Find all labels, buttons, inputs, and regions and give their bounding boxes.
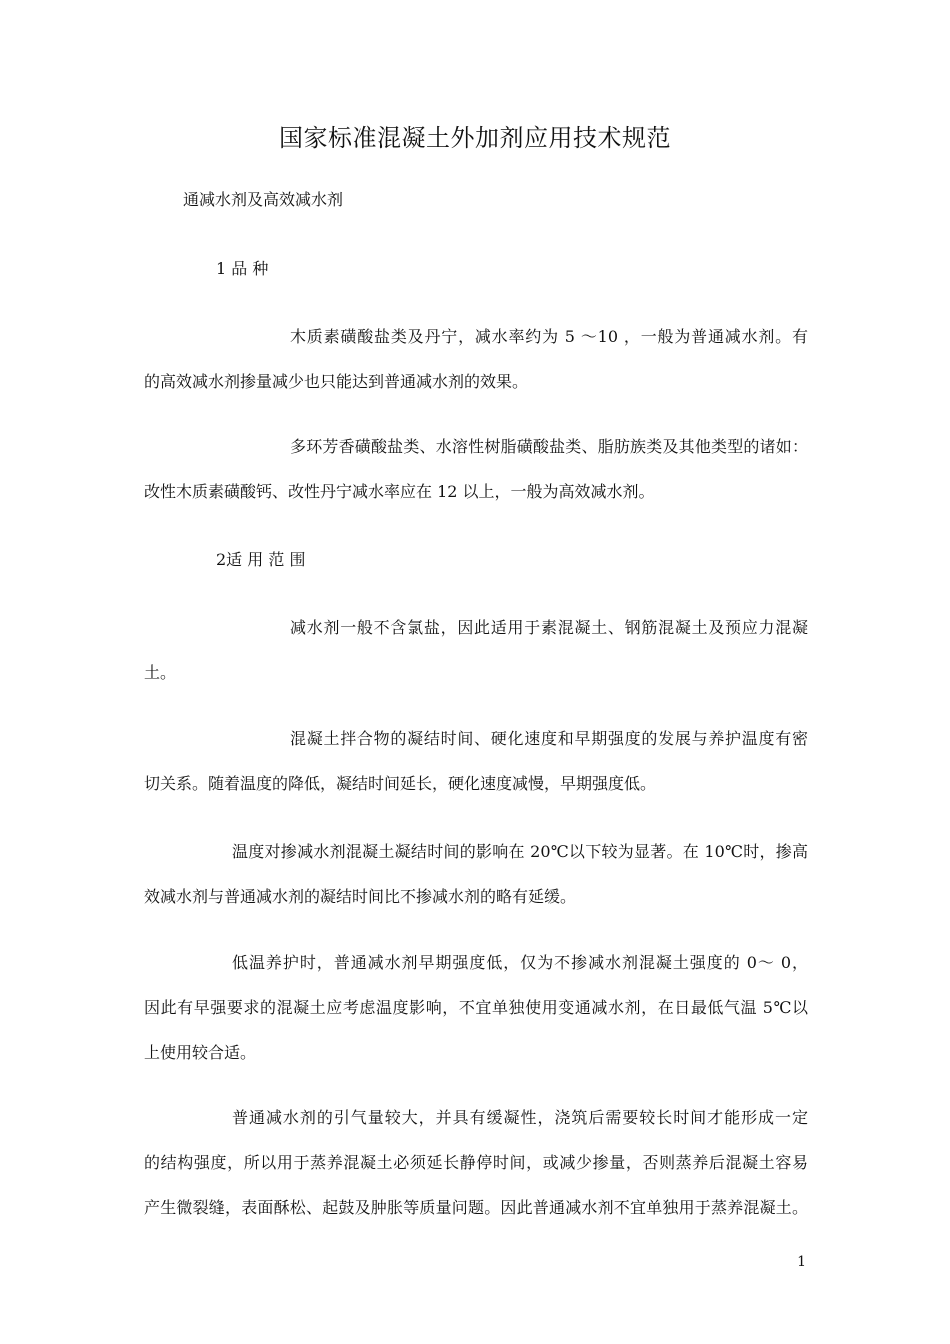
section1-p1-line1: 木质素磺酸盐类及丹宁，减水率约为 5 ～10 ，一般为普通减水剂。有 — [290, 327, 808, 346]
section-heading: 通减水剂及高效减水剂 — [183, 190, 344, 209]
section1-p2-line2: 改性木质素磺酸钙、改性丹宁减水率应在 12 以上，一般为高效减水剂。 — [144, 482, 655, 501]
section1-title: 1 品 种 — [216, 259, 269, 278]
section1-p1-line2: 的高效减水剂掺量减少也只能达到普通减水剂的效果。 — [144, 372, 529, 391]
page-number: 1 — [797, 1254, 806, 1270]
section2-p3-line1: 温度对掺减水剂混凝土凝结时间的影响在 20℃以下较为显著。在 10℃时，掺高 — [232, 842, 808, 861]
section2-p4-line2: 因此有早强要求的混凝土应考虑温度影响，不宜单独使用变通减水剂，在日最低气温 5℃以 — [144, 998, 808, 1017]
document-title: 国家标准混凝土外加剂应用技术规范 — [279, 124, 671, 152]
section2-p2-line2: 切关系。随着温度的降低，凝结时间延长，硬化速度减慢，早期强度低。 — [144, 774, 657, 793]
section2-p1-line2: 土。 — [144, 663, 177, 682]
section2-title: 2适 用 范 围 — [216, 550, 306, 569]
section2-p5-line1: 普通减水剂的引气量较大，并具有缓凝性，浇筑后需要较长时间才能形成一定 — [232, 1108, 808, 1127]
section2-p4-line3: 上使用较合适。 — [144, 1043, 257, 1062]
section1-p2-line1: 多环芳香磺酸盐类、水溶性树脂磺酸盐类、脂肪族类及其他类型的诸如： — [290, 437, 808, 456]
section2-p5-line2: 的结构强度，所以用于蒸养混凝土必须延长静停时间，或减少掺量，否则蒸养后混凝土容易 — [144, 1153, 808, 1172]
section2-p1-line1: 减水剂一般不含氯盐，因此适用于素混凝土、钢筋混凝土及预应力混凝 — [290, 618, 808, 637]
section2-p2-line1: 混凝土拌合物的凝结时间、硬化速度和早期强度的发展与养护温度有密 — [290, 729, 808, 748]
section2-p4-line1: 低温养护时，普通减水剂早期强度低，仅为不掺减水剂混凝土强度的 0～ 0， — [232, 953, 808, 972]
section2-p3-line2: 效减水剂与普通减水剂的凝结时间比不掺减水剂的略有延缓。 — [144, 887, 577, 906]
section2-p5-line3: 产生微裂缝，表面酥松、起鼓及肿胀等质量问题。因此普通减水剂不宜单独用于蒸养混凝土。 — [144, 1198, 808, 1217]
